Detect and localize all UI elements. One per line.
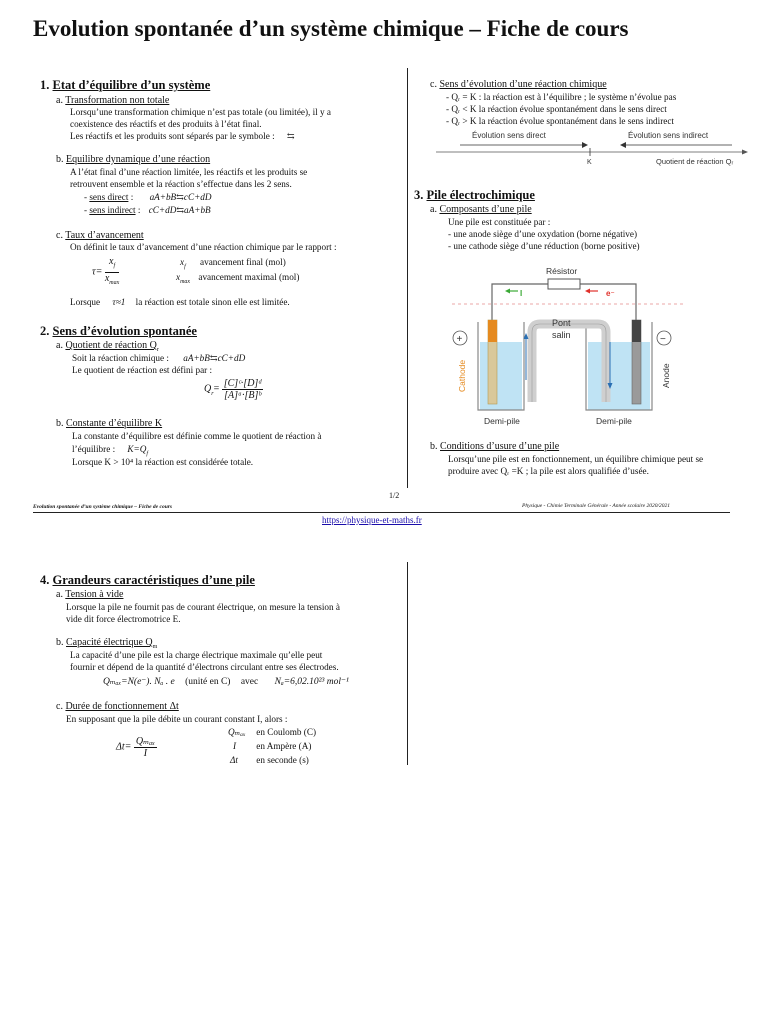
axis-k-label: K — [587, 159, 592, 166]
s3a-line-2: - une anode siège d’une oxydation (borne négative) — [448, 229, 638, 239]
section-3-heading: 3. Pile électrochimique — [414, 188, 535, 202]
unit-row-dt: Δt en seconde (s) — [230, 755, 309, 765]
xmax-definition: $x_{max}$ avancement maximal (mol) — [176, 272, 300, 285]
website-link[interactable]: https://physique-et-maths.fr — [322, 515, 422, 525]
s1b-line-2: retrouvent ensemble et la réaction s’effectue dans les 2 sens. — [70, 179, 292, 189]
c-right-line-2: - Qᵣ < K la réaction évolue spontanément dans le sens direct — [446, 104, 667, 114]
s3b-line-2: produire avec Qᵣ =K ; la pile est alors qualifiée d’usée. — [448, 466, 649, 476]
s4a-line-1: Lorsque la pile ne fournit pas de courant électrique, on mesure la tension à — [66, 602, 340, 612]
column-divider-page-2 — [407, 562, 408, 765]
resistor-box — [548, 279, 580, 289]
axis-indirect-label: Évolution sens indirect — [628, 131, 709, 140]
anode-label: Anode — [661, 363, 671, 388]
demi-pile-left-label: Demi-pile — [484, 416, 520, 426]
section-4a-heading: a. Tension à vide — [56, 589, 124, 600]
section-1a-heading: a. Transformation non totale — [56, 95, 170, 106]
tau-formula: τ= $\frac{x_f}{x_{max}}$ — [92, 256, 120, 286]
section-3a-heading: a. Composants d’une pile — [430, 204, 532, 215]
cathode-label: Cathode — [457, 359, 467, 392]
duration-formula: Δt= $\frac{\text{Qₘₐₓ}}{I}$ — [116, 736, 156, 759]
section-2c-heading: c. Sens d’évolution d’une réaction chimique — [430, 79, 607, 90]
c-right-line-3: - Qᵣ > K la réaction évolue spontanément dans le sens indirect — [446, 116, 674, 126]
axis-q-label: Quotient de réaction Qᵣ — [656, 157, 734, 166]
footer-right: Physique - Chimie Terminale Générale - Année scolaire 2020/2021 — [522, 503, 670, 509]
pont-label: Pont — [552, 318, 571, 328]
cathode-electrode-top — [488, 320, 497, 342]
direct-equation: aA+bB⇆cC+dD — [149, 192, 212, 202]
s1a-line-1: Lorsqu’une transformation chimique n’est pas totale (ou limitée), il y a — [70, 107, 332, 117]
page-number: 1/2 — [389, 491, 400, 500]
current-label: I — [520, 289, 523, 298]
left-solution — [480, 342, 522, 410]
current-arrowhead — [505, 289, 510, 294]
indirect-equation: cC+dD⇆aA+bB — [148, 205, 211, 215]
s4b-line-1: La capacité d’une pile est la charge électrique maximale qu’elle peut — [70, 650, 323, 660]
s4b-line-2: fournir et dépend de la quantité d’électrons circulant entre ses électrodes. — [70, 662, 339, 672]
s1b-line-1: A l’état final d’une réaction limitée, les réactifs et les produits se — [70, 167, 308, 177]
axis-direct-label: Évolution sens direct — [472, 131, 546, 140]
s3a-line-1: Une pile est constituée par : — [448, 217, 551, 227]
s2b-line-1: La constante d’équilibre est définie comme le quotient de réaction à — [72, 431, 322, 441]
s1a-line-3: Les réactifs et les produits sont séparés par le symbole : ⇆ — [70, 131, 295, 141]
c-right-line-1: - Qᵣ = K : la réaction est à l’équilibre ; le système n’évolue pas — [446, 92, 677, 102]
electron-arrowhead — [585, 289, 590, 294]
tau-condition-line: Lorsque τ≈1 la réaction est totale sinon elle est limitée. — [70, 297, 290, 307]
direct-arrowhead — [582, 142, 588, 148]
s2b-line-2: l’équilibre : $K=Q_f$ — [72, 444, 149, 457]
s2b-line-3: Lorsque K > 10⁴ la réaction est considérée totale. — [72, 457, 254, 467]
s2a-line-1: Soit la réaction chimique : aA+bB⇆cC+dD — [72, 353, 246, 363]
footer-rule — [33, 512, 730, 513]
s3b-line-1: Lorsqu’une pile est en fonctionnement, un équilibre chimique peut se — [448, 454, 704, 464]
plus-sign: + — [456, 334, 463, 345]
sens-indirect-line: - sens indirect : cC+dD⇆aA+bB — [84, 205, 211, 215]
section-2b-heading: b. Constante d’équilibre K — [56, 418, 163, 429]
section-4-heading: 4. Grandeurs caractéristiques d’une pile — [40, 573, 255, 587]
s4a-line-2: vide dit force électromotrice E. — [66, 614, 181, 624]
s2a-line-2: Le quotient de réaction est défini par : — [72, 365, 213, 375]
indirect-arrowhead — [620, 142, 626, 148]
section-4b-heading: b. Capacité électrique $Q_m$ — [56, 637, 158, 650]
equilibrium-symbol: ⇆ — [286, 131, 295, 141]
resistor-label: Résistor — [546, 266, 578, 276]
capacity-formula: Qₘₐₓ=N(e⁻). Nₐ . e (unité en C) avec Nₐ=6,02.10²³ mol⁻¹ — [103, 677, 349, 687]
s4c-line-1: En supposant que la pile débite un courant constant I, alors : — [66, 714, 288, 724]
s1a-line-2: coexistence des réactifs et des produits à l’état final. — [70, 119, 262, 129]
qr-formula: $Q_r=$ $\frac{\text{[C]ᶜ·[D]ᵈ}}{\text{[A]ᵃ·[B]ᵇ}}$ — [204, 378, 262, 401]
unit-row-i: I en Ampère (A) — [233, 741, 312, 751]
section-4c-heading: c. Durée de fonctionnement Δt — [56, 701, 179, 712]
footer-left: Evolution spontanée d’un système chimique – Fiche de cours — [33, 504, 173, 510]
evolution-axis-diagram — [432, 124, 748, 174]
sens-direct-line: - sens direct : aA+bB⇆cC+dD — [84, 192, 212, 202]
column-divider — [407, 68, 408, 488]
section-1c-heading: c. Taux d’avancement — [56, 230, 144, 241]
section-1b-heading: b. Equilibre dynamique d’une réaction — [56, 154, 211, 165]
unit-row-qmax: Qₘₐₓ en Coulomb (C) — [228, 727, 317, 737]
page-title: Evolution spontanée d’un système chimique – Fiche de cours — [33, 16, 629, 41]
section-2a-heading: a. Quotient de réaction $Q_r$ — [56, 340, 159, 353]
electron-label: e⁻ — [606, 289, 615, 298]
minus-sign: − — [660, 334, 666, 345]
section-1-heading: 1. Etat d’équilibre d’un système — [40, 78, 211, 92]
anode-electrode-top — [632, 320, 641, 342]
s1c-line-1: On définit le taux d’avancement d’une réaction chimique par le rapport : — [70, 242, 337, 252]
electrochemical-cell-diagram — [448, 262, 688, 434]
qr-axis-arrowhead — [742, 150, 748, 155]
s3a-line-3: - une cathode siège d’une réduction (borne positive) — [448, 241, 640, 251]
section-2-heading: 2. Sens d’évolution spontanée — [40, 324, 197, 338]
reaction-equation: aA+bB⇆cC+dD — [183, 353, 246, 363]
xf-definition: $x_f$ avancement final (mol) — [180, 257, 286, 270]
section-3b-heading: b. Conditions d’usure d’une pile — [430, 441, 560, 452]
demi-pile-right-label: Demi-pile — [596, 416, 632, 426]
salin-label: salin — [552, 330, 571, 340]
